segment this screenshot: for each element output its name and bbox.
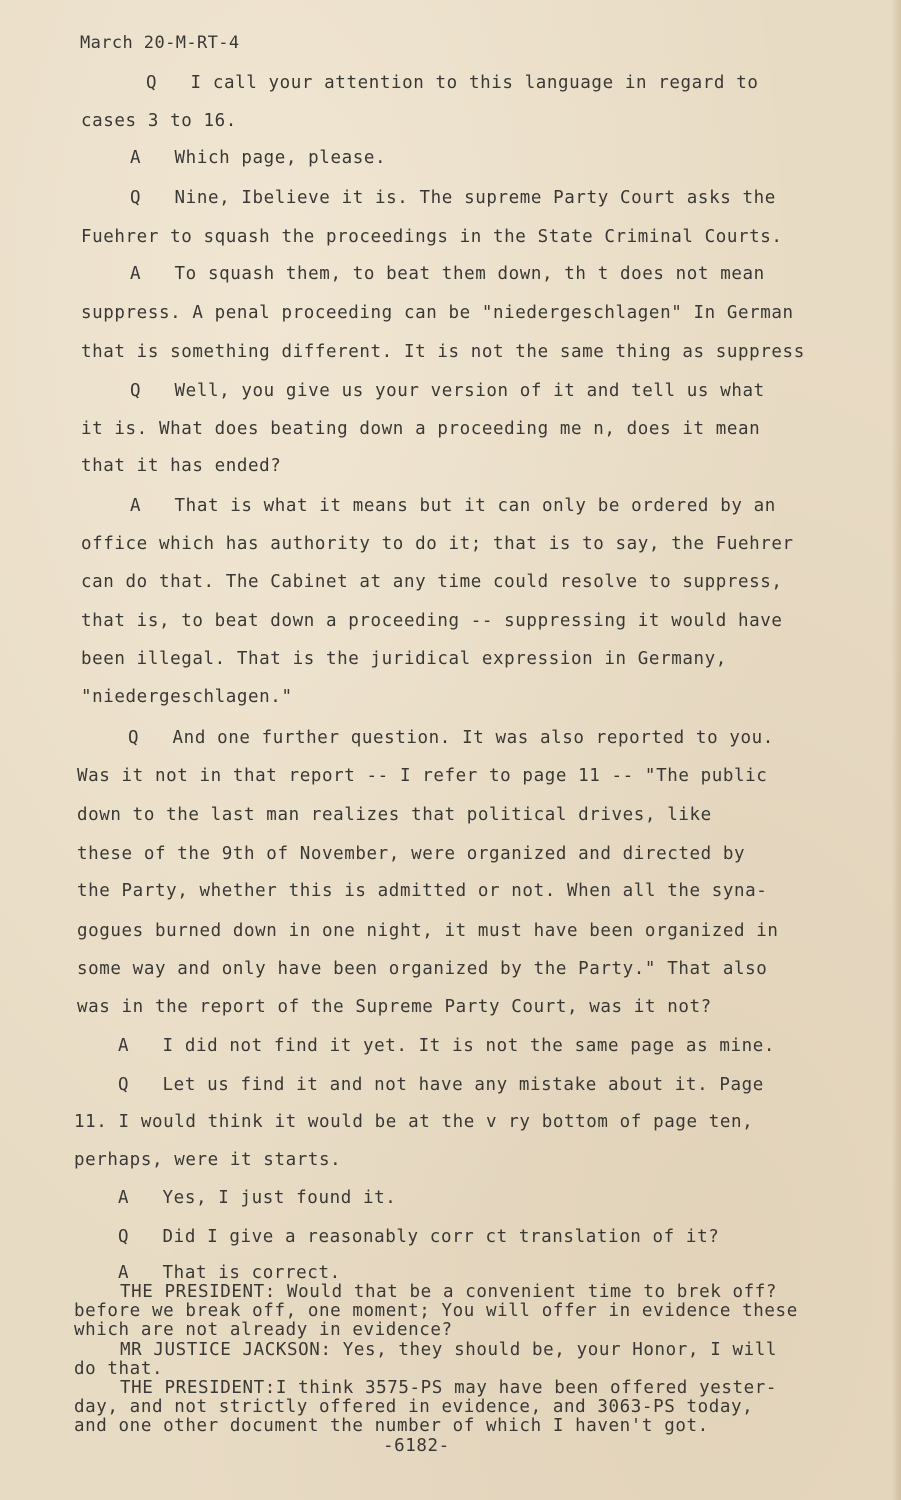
transcript-line-single-spaced: before we break off, one moment; You will offer in evidence these — [74, 1301, 798, 1321]
transcript-line: can do that. The Cabinet at any time could resolve to suppress, — [81, 572, 783, 592]
transcript-line-single-spaced: and one other document the number of which I haven't got. — [74, 1416, 709, 1436]
transcript-line-single-spaced: day, and not strictly offered in evidence, and 3063-PS today, — [74, 1397, 754, 1417]
transcript-line: A That is what it means but it can only be ordered by an — [130, 496, 776, 516]
transcript-line-single-spaced: MR JUSTICE JACKSON: Yes, they should be, your Honor, I will — [120, 1340, 778, 1360]
transcript-line: Was it not in that report -- I refer to page 11 -- "The public — [77, 766, 768, 786]
transcript-line-single-spaced: THE PRESIDENT: Would that be a convenient time to brek off? — [120, 1282, 778, 1302]
transcript-line-single-spaced: which are not already in evidence? — [74, 1320, 453, 1340]
transcript-line: that is, to beat down a proceeding -- suppressing it would have — [81, 611, 783, 631]
transcript-line: these of the 9th of November, were organized and directed by — [77, 844, 746, 864]
transcript-line: Q Nine, Ibelieve it is. The supreme Party Court asks the — [130, 188, 776, 208]
transcript-line: that is something different. It is not the same thing as suppress — [81, 342, 805, 362]
transcript-line: Fuehrer to squash the proceedings in the State Criminal Courts. — [81, 227, 783, 247]
transcript-line-single-spaced: do that. — [74, 1359, 164, 1379]
transcript-line-single-spaced: THE PRESIDENT:I think 3575-PS may have been offered yester- — [120, 1378, 778, 1398]
page-header: March 20-M-RT-4 — [80, 33, 240, 53]
transcript-line: down to the last man realizes that political drives, like — [77, 805, 712, 825]
transcript-line: Q And one further question. It was also reported to you. — [128, 728, 774, 748]
transcript-line: Q Did I give a reasonably corr ct translation of it? — [118, 1227, 720, 1247]
transcript-line-single-spaced: A That is correct. — [118, 1263, 341, 1283]
transcript-line: been illegal. That is the juridical expression in Germany, — [81, 649, 727, 669]
transcript-line: 11. I would think it would be at the v ry bottom of page ten, — [74, 1112, 754, 1132]
transcript-line: suppress. A penal proceeding can be "niedergeschlagen" In German — [81, 303, 794, 323]
transcript-line: perhaps, were it starts. — [74, 1150, 342, 1170]
transcript-line: A Yes, I just found it. — [118, 1188, 397, 1208]
transcript-line: Q Let us find it and not have any mistake about it. Page — [118, 1075, 764, 1095]
transcript-line: cases 3 to 16. — [81, 111, 237, 131]
transcript-line: some way and only have been organized by the Party." That also — [77, 959, 768, 979]
transcript-line: was in the report of the Supreme Party Court, was it not? — [77, 997, 712, 1017]
page-edge-shadow — [891, 0, 901, 1500]
transcript-line: gogues burned down in one night, it must have been organized in — [77, 921, 779, 941]
transcript-line: "niedergeschlagen." — [81, 687, 293, 707]
transcript-line: A To squash them, to beat them down, th t does not mean — [130, 264, 765, 284]
transcript-line: A I did not find it yet. It is not the same page as mine. — [118, 1036, 776, 1056]
transcript-line: Q I call your attention to this language in regard to — [146, 73, 759, 93]
transcript-line: office which has authority to do it; that is to say, the Fuehrer — [81, 534, 794, 554]
transcript-line: that it has ended? — [81, 456, 282, 476]
transcript-line: Q Well, you give us your version of it and tell us what — [130, 381, 765, 401]
transcript-line: the Party, whether this is admitted or not. When all the syna- — [77, 881, 768, 901]
page-number: -6182- — [383, 1436, 450, 1456]
transcript-line: A Which page, please. — [130, 148, 387, 168]
transcript-line: it is. What does beating down a proceeding me n, does it mean — [81, 419, 761, 439]
